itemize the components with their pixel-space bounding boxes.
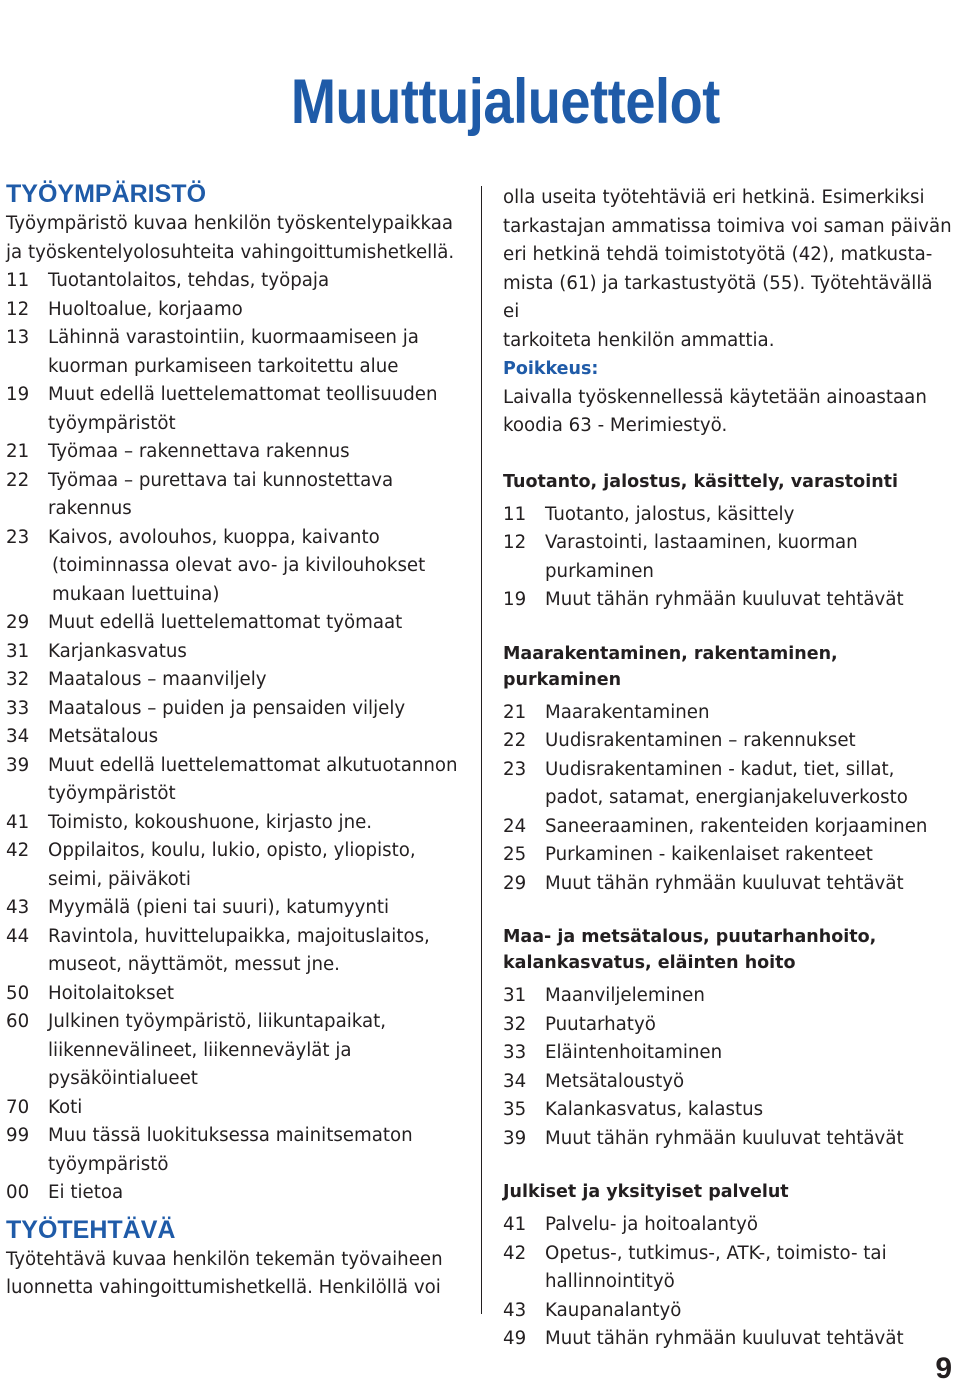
code-list-item (503, 1011, 953, 1040)
section-intro-tyotehtava (6, 1246, 472, 1303)
intro-line: ja työskentelyolosuhteita vahingoittumishetkellä. (6, 241, 455, 263)
item-label-line: Maatalous – maanviljely (48, 669, 267, 690)
item-label (48, 324, 472, 381)
item-code: 31 (6, 640, 30, 662)
item-label-line: Muu tässä luokituksessa mainitsematon (48, 1125, 413, 1146)
item-label-line: liikennevälineet, liikenneväylät ja (48, 1039, 352, 1061)
item-label (48, 752, 472, 809)
item-label-line: Uudisrakentaminen – rakennukset (545, 730, 856, 751)
task-group-title-line: Maarakentaminen, rakentaminen, (503, 643, 838, 664)
code-list-item (503, 982, 953, 1011)
code-list-item (6, 1179, 472, 1208)
item-code: 19 (6, 384, 30, 405)
item-code: 42 (6, 840, 30, 861)
item-code: 29 (503, 872, 527, 894)
intro-line: luonnetta vahingoittumishetkellä. Henkilöllä voi (6, 1277, 441, 1298)
right-column (503, 184, 953, 1354)
item-label (545, 1039, 953, 1068)
code-list-item (6, 609, 472, 638)
item-label (545, 1211, 953, 1240)
code-list-item (503, 1039, 953, 1068)
task-group (503, 469, 953, 615)
item-label-line: Palvelu- ja hoitoalantyö (545, 1214, 759, 1235)
task-group-title (503, 1179, 953, 1205)
code-list-item (6, 1122, 472, 1179)
task-group-title-line: Tuotanto, jalostus, käsittely, varastointi (503, 471, 899, 492)
item-code: 11 (503, 503, 527, 525)
item-label-line: Tuotanto, jalostus, käsittely (545, 503, 795, 525)
item-label-line: Eläintenhoitaminen (545, 1042, 723, 1063)
item-label-line: Uudisrakentaminen - kadut, tiet, sillat, (545, 758, 895, 780)
item-label (48, 723, 472, 752)
item-label-line: kuorman purkamiseen tarkoitettu alue (48, 355, 399, 377)
item-code: 21 (503, 701, 527, 723)
item-label-line: Ei tietoa (48, 1182, 124, 1203)
code-list-item (6, 809, 472, 838)
item-code: 25 (503, 844, 527, 865)
item-label-line: Koti (48, 1096, 83, 1118)
item-label (48, 381, 472, 438)
item-label-line: Muut edellä luettelemattomat teollisuuden (48, 384, 438, 405)
item-code: 41 (503, 1214, 527, 1235)
item-label (48, 1008, 472, 1094)
item-label-line: Oppilaitos, koulu, lukio, opisto, yliopisto, (48, 840, 416, 861)
code-list-item (6, 752, 472, 809)
item-code: 33 (6, 697, 30, 719)
item-code: 39 (503, 1127, 527, 1149)
intro-line: tarkastajan ammatissa toimiva voi saman päivän (503, 215, 952, 237)
item-label (545, 1240, 953, 1297)
item-label (545, 841, 953, 870)
item-label-line: purkaminen (545, 560, 654, 582)
exception-label: Poikkeus: (503, 359, 599, 379)
task-group-title-line: kalankasvatus, eläinten hoito (503, 953, 796, 973)
item-label (48, 923, 472, 980)
item-label (48, 296, 472, 325)
code-list-item (6, 467, 472, 524)
item-label (545, 529, 953, 586)
intro-line: eri hetkinä tehdä toimistotyötä (42), matkusta- (503, 244, 933, 265)
item-code: 42 (503, 1242, 527, 1264)
item-label (48, 267, 472, 296)
item-label-line: Kaivos, avolouhos, kuoppa, kaivanto (48, 526, 380, 548)
item-label (48, 524, 472, 610)
task-group-title-line: purkaminen (503, 669, 622, 690)
code-list-item (6, 267, 472, 296)
code-list-item (503, 1068, 953, 1097)
task-code-list (503, 982, 953, 1153)
item-label (545, 1068, 953, 1097)
code-list-item (503, 727, 953, 756)
item-label-line: pysäköintialueet (48, 1068, 198, 1089)
code-list-item (6, 1094, 472, 1123)
item-label-line: työympäristöt (48, 412, 176, 434)
code-list-item (6, 524, 472, 610)
item-label-line: Lähinnä varastointiin, kuormaamiseen ja (48, 327, 419, 348)
code-list-item (6, 324, 472, 381)
code-list-item (6, 438, 472, 467)
item-label-line: Maanviljeleminen (545, 985, 705, 1006)
item-label-line: Puutarhatyö (545, 1013, 656, 1035)
item-code: 12 (503, 532, 527, 553)
item-label-line: Muut tähän ryhmään kuuluvat tehtävät (545, 872, 904, 894)
item-label-line: Opetus-, tutkimus-, ATK-, toimisto- tai (545, 1242, 887, 1264)
item-label (545, 1096, 953, 1125)
code-list-item (6, 638, 472, 667)
code-list-item (503, 529, 953, 586)
item-code: 35 (503, 1099, 527, 1120)
section-heading-tyoymparisto: TYÖYMPÄRISTÖ (6, 180, 207, 208)
intro-line: mista (61) ja tarkastustyötä (55). Työtehtävällä ei (503, 272, 933, 322)
item-label-line: Julkinen työympäristö, liikuntapaikat, (48, 1011, 387, 1032)
task-code-list (503, 501, 953, 615)
item-label (48, 980, 472, 1009)
item-label-line: mukaan luettuina) (52, 583, 220, 605)
item-label (545, 1125, 953, 1154)
item-code: 13 (6, 327, 30, 348)
item-label (545, 756, 953, 813)
item-label (545, 501, 953, 530)
item-label (545, 699, 953, 728)
exception-text (503, 384, 953, 441)
task-group (503, 924, 953, 1153)
item-label (545, 1297, 953, 1326)
task-group-title (503, 469, 953, 495)
item-code: 23 (6, 526, 30, 548)
item-label-line: museot, näyttämöt, messut jne. (48, 954, 340, 975)
page-title: Muuttujaluettelot (290, 67, 720, 137)
code-list-item (503, 501, 953, 530)
intro-line: Työtehtävä kuvaa henkilön tekemän työvaiheen (6, 1248, 443, 1270)
code-list-item (6, 666, 472, 695)
task-group-title-line: Julkiset ja yksityiset palvelut (503, 1182, 789, 1202)
item-label-line: Kaupanalantyö (545, 1299, 682, 1321)
item-label-line: Muut edellä luettelemattomat työmaat (48, 612, 403, 633)
tyotehtava-intro-continued (503, 184, 953, 355)
item-label (48, 438, 472, 467)
item-label-line: työympäristö (48, 1153, 169, 1175)
code-list-item (6, 723, 472, 752)
item-code: 32 (6, 669, 30, 690)
code-list-item (503, 1325, 953, 1354)
item-label-line: Ravintola, huvittelupaikka, majoituslaitos, (48, 925, 430, 947)
code-list-item (503, 841, 953, 870)
item-label (48, 809, 472, 838)
item-label-line: Muut tähän ryhmään kuuluvat tehtävät (545, 1328, 904, 1349)
item-code: 29 (6, 612, 30, 633)
item-label (48, 666, 472, 695)
intro-line: Työympäristö kuvaa henkilön työskentelypaikkaa (6, 213, 454, 234)
task-code-list (503, 699, 953, 899)
item-code: 22 (503, 730, 527, 751)
item-code: 34 (503, 1070, 527, 1092)
item-label (48, 638, 472, 667)
item-label (48, 1122, 472, 1179)
item-code: 44 (6, 925, 30, 947)
item-label-line: Myymälä (pieni tai suuri), katumyynti (48, 897, 390, 918)
item-code: 33 (503, 1042, 527, 1063)
item-code: 21 (6, 441, 30, 462)
code-list-item (6, 695, 472, 724)
item-code: 32 (503, 1013, 527, 1035)
item-code: 43 (6, 897, 30, 918)
item-label-line: Muut tähän ryhmään kuuluvat tehtävät (545, 1127, 904, 1149)
task-group (503, 1179, 953, 1354)
code-list-item (6, 894, 472, 923)
item-code: 99 (6, 1125, 30, 1146)
task-code-list (503, 1211, 953, 1354)
code-list-item (6, 1008, 472, 1094)
item-code: 39 (6, 754, 30, 776)
item-label (48, 1179, 472, 1208)
item-code: 22 (6, 469, 30, 491)
item-label-line: Työmaa – purettava tai kunnostettava (48, 469, 394, 491)
item-label (545, 1011, 953, 1040)
item-code: 70 (6, 1096, 30, 1118)
code-list-item (503, 586, 953, 615)
tyoymparisto-code-list (6, 267, 472, 1208)
item-label (545, 1325, 953, 1354)
item-code: 19 (503, 589, 527, 610)
item-label (48, 894, 472, 923)
code-list-item (503, 1211, 953, 1240)
code-list-item (503, 1240, 953, 1297)
item-label-line: seimi, päiväkoti (48, 868, 191, 890)
page-number: 9 (935, 1352, 952, 1385)
item-label-line: Muut tähän ryhmään kuuluvat tehtävät (545, 589, 904, 610)
item-code: 34 (6, 726, 30, 747)
item-label-line: Metsätalous (48, 726, 159, 747)
code-list-item (503, 870, 953, 899)
intro-line: olla useita työtehtäviä eri hetkinä. Esimerkiksi (503, 187, 925, 208)
item-label-line: Tuotantolaitos, tehdas, työpaja (48, 270, 330, 291)
item-label-line: Saneeraaminen, rakenteiden korjaaminen (545, 815, 928, 837)
task-group (503, 641, 953, 899)
item-label-line: työympäristöt (48, 783, 176, 804)
left-column (6, 178, 472, 1303)
code-list-item (503, 699, 953, 728)
column-divider (481, 186, 482, 1314)
intro-line: tarkoiteta henkilön ammattia. (503, 329, 775, 351)
item-code: 00 (6, 1182, 30, 1203)
item-label-line: Metsätaloustyö (545, 1070, 685, 1092)
item-label-line: (toiminnassa olevat avo- ja kivilouhokset (52, 555, 426, 576)
item-label-line: Karjankasvatus (48, 640, 187, 662)
item-label (545, 982, 953, 1011)
item-label-line: Kalankasvatus, kalastus (545, 1099, 764, 1120)
item-label (48, 1094, 472, 1123)
task-group-title (503, 924, 953, 976)
item-code: 12 (6, 298, 30, 320)
item-code: 23 (503, 758, 527, 780)
code-list-item (503, 1096, 953, 1125)
code-list-item (6, 980, 472, 1009)
task-group-title-line: Maa- ja metsätalous, puutarhanhoito, (503, 927, 877, 947)
item-label (545, 870, 953, 899)
item-label (48, 695, 472, 724)
item-label-line: Varastointi, lastaaminen, kuorman (545, 532, 858, 553)
item-code: 31 (503, 985, 527, 1006)
code-list-item (6, 923, 472, 980)
code-list-item (6, 381, 472, 438)
item-label-line: Toimisto, kokoushuone, kirjasto jne. (48, 811, 373, 833)
item-label-line: hallinnointityö (545, 1271, 675, 1292)
item-label-line: Huoltoalue, korjaamo (48, 298, 243, 320)
item-label-line: Maarakentaminen (545, 701, 710, 723)
exception-line: koodia 63 - Merimiestyö. (503, 415, 728, 436)
item-code: 41 (6, 811, 30, 833)
item-label (48, 609, 472, 638)
code-list-item (503, 1125, 953, 1154)
item-label-line: padot, satamat, energianjakeluverkosto (545, 787, 908, 808)
item-label-line: Työmaa – rakennettava rakennus (48, 441, 350, 462)
item-label-line: Hoitolaitokset (48, 982, 174, 1004)
item-label (48, 467, 472, 524)
item-label (545, 586, 953, 615)
item-label (48, 837, 472, 894)
item-label-line: Muut edellä luettelemattomat alkutuotannon (48, 754, 458, 776)
code-list-item (503, 756, 953, 813)
item-code: 49 (503, 1328, 527, 1349)
code-list-item (503, 1297, 953, 1326)
code-list-item (6, 296, 472, 325)
item-label-line: rakennus (48, 498, 132, 519)
item-label-line: Purkaminen - kaikenlaiset rakenteet (545, 844, 873, 865)
item-code: 50 (6, 982, 30, 1004)
item-code: 11 (6, 270, 30, 291)
item-label (545, 727, 953, 756)
item-code: 43 (503, 1299, 527, 1321)
item-label (545, 813, 953, 842)
task-group-title (503, 641, 953, 693)
item-label-line: Maatalous – puiden ja pensaiden viljely (48, 697, 406, 719)
item-code: 60 (6, 1011, 30, 1032)
section-intro-tyoymparisto (6, 210, 472, 267)
code-list-item (503, 813, 953, 842)
code-list-item (6, 837, 472, 894)
exception-line: Laivalla työskennellessä käytetään ainoastaan (503, 386, 927, 408)
item-code: 24 (503, 815, 527, 837)
tyotehtava-groups (503, 469, 953, 1354)
section-heading-tyotehtava: TYÖTEHTÄVÄ (6, 1215, 176, 1244)
